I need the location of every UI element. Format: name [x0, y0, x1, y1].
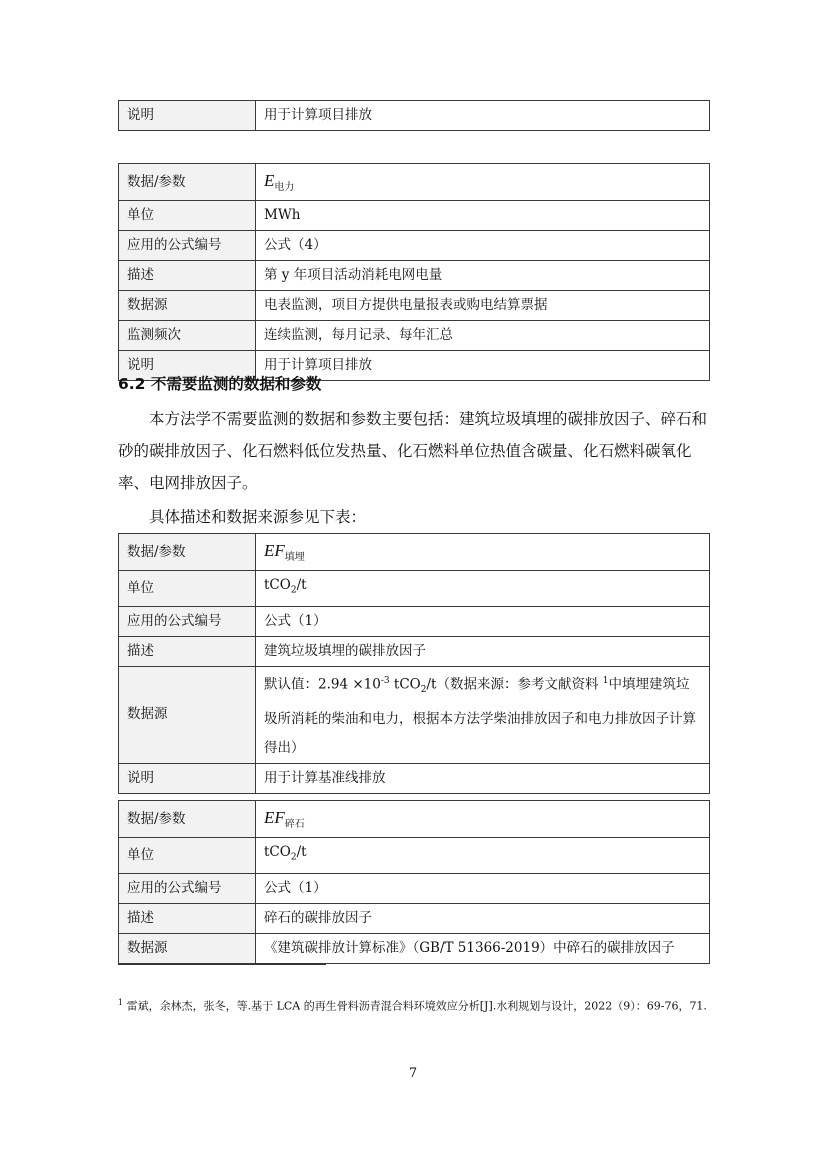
row-label: 数据/参数: [119, 801, 256, 838]
row-label: 描述: [119, 903, 256, 933]
row-label: 描述: [119, 636, 256, 666]
unit-value: [256, 838, 710, 874]
row-value: 第 y 年项目活动消耗电网电量: [256, 261, 710, 291]
row-label: 监测频次: [119, 321, 256, 351]
unit-text: /t: [296, 844, 307, 860]
row-label: 数据源: [119, 933, 256, 963]
table-row: [119, 903, 710, 933]
row-value: 建筑垃圾填埋的碳排放因子: [256, 636, 710, 666]
table-row: [119, 636, 710, 666]
table-row: [119, 231, 710, 261]
symbol-main: EF: [264, 541, 285, 560]
parameter-table-landfill: [118, 533, 710, 794]
row-label: 说明: [119, 763, 256, 793]
row-value: 电表监测，项目方提供电量报表或购电结算票据: [256, 291, 710, 321]
row-value: 连续监测，每月记录、每年汇总: [256, 321, 710, 351]
table-row: [119, 933, 710, 963]
row-label: 说明: [119, 351, 256, 381]
row-value: 用于计算基准线排放: [256, 763, 710, 793]
table-row: [119, 606, 710, 636]
symbol-main: E: [264, 171, 275, 190]
footnote-text: 雷斌，余林杰，张冬，等.基于 LCA 的再生骨料沥青混合料环境效应分析[J].水利规划与设计，2022（9）：69-76，71.: [126, 999, 707, 1013]
paragraph: 本方法学不需要监测的数据和参数主要包括：建筑垃圾填埋的碳排放因子、碎石和砂的碳排放因子、化石燃料低位发热量、化石燃料单位热值含碳量、化石燃料碳氧化率、电网排放因子。: [118, 410, 708, 492]
row-label: 单位: [119, 838, 256, 874]
row-value: MWh: [256, 201, 710, 231]
paragraph: 具体描述和数据来源参见下表：: [149, 508, 367, 526]
parameter-table-crushed-stone: [118, 800, 710, 964]
row-value: 《建筑碳排放计算标准》（GB/T 51366-2019）中碎石的碳排放因子: [256, 933, 710, 963]
row-label: 单位: [119, 201, 256, 231]
symbol-subscript: 碎石: [284, 819, 305, 830]
source-text: 中填埋建筑垃圾所消耗的柴油和电力，根据本方法学柴油排放因子和电力排放因子计算得出）: [264, 676, 696, 756]
table-row: [119, 291, 710, 321]
row-label: 数据/参数: [119, 164, 256, 201]
table-row: [119, 838, 710, 874]
unit-text: tCO: [264, 844, 291, 860]
unit-text: /t: [296, 577, 307, 593]
unit-text: tCO: [264, 577, 291, 593]
row-value: 碎石的碳排放因子: [256, 903, 710, 933]
source-text: 默认值：2.94 ×10: [264, 676, 381, 693]
page-number: 7: [408, 1066, 418, 1081]
source-exponent: -3: [380, 675, 390, 686]
row-label: 数据源: [119, 666, 256, 763]
table-row: [119, 321, 710, 351]
row-label: 应用的公式编号: [119, 606, 256, 636]
unit-subscript: 2: [290, 585, 297, 596]
unit-value: [256, 571, 710, 607]
section-body: [118, 403, 714, 499]
parameter-symbol: [256, 534, 710, 571]
table-row: [119, 261, 710, 291]
source-text: /t（数据来源：参考文献资料: [426, 676, 603, 693]
table-row: [119, 801, 710, 838]
parameter-table-electricity: [118, 163, 710, 381]
footnote-divider: [118, 964, 326, 965]
table-row: [119, 873, 710, 903]
data-source-value: [256, 666, 710, 763]
row-label: 数据/参数: [119, 534, 256, 571]
row-value: 用于计算项目排放: [256, 351, 710, 381]
table-row: [119, 763, 710, 793]
table-row: [119, 164, 710, 201]
row-value: 公式（1）: [256, 606, 710, 636]
parameter-symbol: [256, 801, 710, 838]
row-value: 公式（1）: [256, 873, 710, 903]
source-subscript: 2: [420, 684, 427, 695]
table-row: [119, 571, 710, 607]
footnote-mark: 1: [118, 998, 124, 1007]
row-label: 数据源: [119, 291, 256, 321]
row-value: 用于计算项目排放: [256, 101, 710, 131]
row-label: 描述: [119, 261, 256, 291]
row-label: 应用的公式编号: [119, 873, 256, 903]
symbol-subscript: 填埋: [284, 552, 305, 563]
table-row: [119, 101, 710, 131]
footnote-ref[interactable]: 1: [602, 675, 609, 686]
table-row: [119, 201, 710, 231]
row-label: 说明: [119, 101, 256, 131]
row-label: 应用的公式编号: [119, 231, 256, 261]
unit-subscript: 2: [290, 852, 297, 863]
symbol-main: EF: [264, 808, 285, 827]
row-value: 公式（4）: [256, 231, 710, 261]
section-heading: 6.2 不需要监测的数据和参数: [118, 375, 322, 393]
source-text: tCO: [389, 676, 421, 693]
parameter-symbol: [256, 164, 710, 201]
table-continuation: [118, 100, 710, 131]
table-row: [119, 534, 710, 571]
section-body-2: [118, 501, 714, 533]
symbol-subscript: 电力: [274, 182, 295, 193]
footnote: [118, 993, 708, 1017]
row-label: 单位: [119, 571, 256, 607]
table-row: [119, 666, 710, 763]
